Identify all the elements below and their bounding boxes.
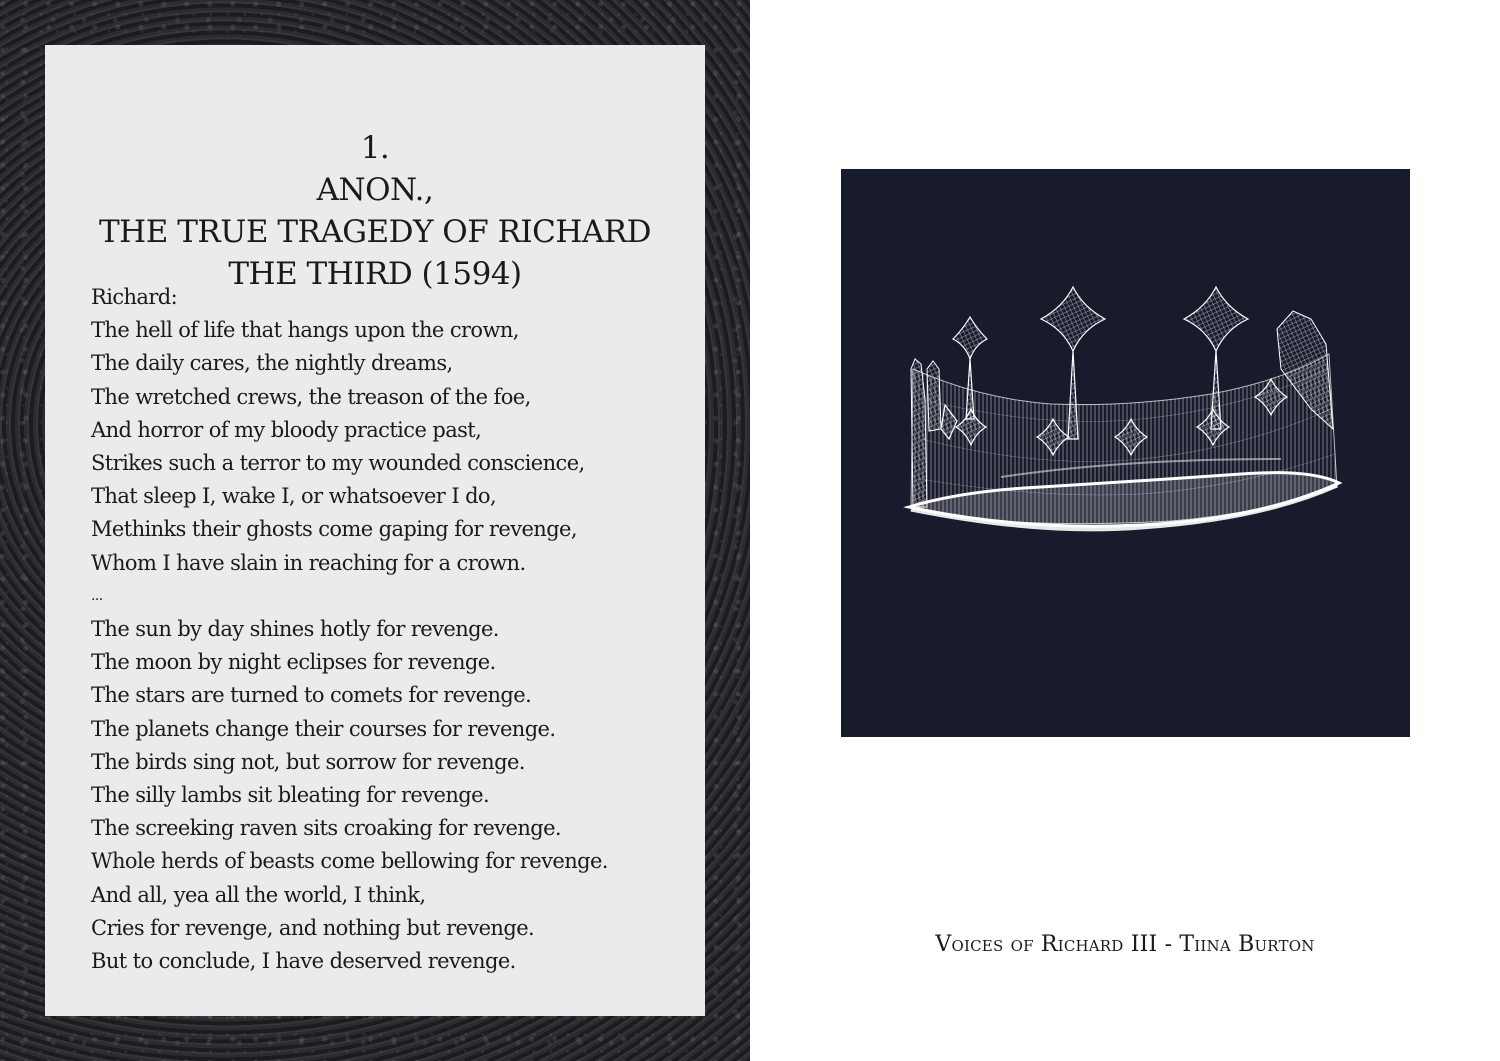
poem-line: Cries for revenge, and nothing but revenge. [91, 915, 535, 940]
poem-line: And all, yea all the world, I think, [91, 882, 426, 907]
caption: Voices of Richard III - Tiina Burton [935, 932, 1315, 957]
poem-line: Whole herds of beasts come bellowing for revenge. [91, 849, 608, 874]
poem-ellipsis: ... [91, 587, 103, 604]
wireframe-crown-icon [841, 169, 1410, 737]
heading-title-line-2: THE THIRD (1594) [228, 256, 522, 292]
poem-line: But to conclude, I have deserved revenge. [91, 949, 516, 974]
poem-line: Whom I have slain in reaching for a crown. [91, 550, 526, 575]
poem-line: The silly lambs sit bleating for revenge. [91, 783, 490, 808]
poem-line: The screeking raven sits croaking for revenge. [91, 816, 561, 841]
heading-number: 1. [360, 130, 390, 166]
heading-title-line-1: THE TRUE TRAGEDY OF RICHARD [99, 214, 651, 250]
poem-line: The planets change their courses for revenge. [91, 716, 556, 741]
poem-line: The stars are turned to comets for revenge. [91, 683, 532, 708]
poem-body [91, 281, 691, 978]
poem-line: The birds sing not, but sorrow for revenge. [91, 749, 525, 774]
poem-line: Methinks their ghosts come gaping for revenge, [91, 517, 577, 542]
poem-heading [45, 127, 705, 295]
poem-line: The hell of life that hangs upon the crown, [91, 318, 519, 343]
poem-line: Strikes such a terror to my wounded conscience, [91, 451, 585, 476]
poem-line: The sun by day shines hotly for revenge. [91, 617, 499, 642]
right-page [750, 0, 1500, 1061]
heading-author: ANON., [316, 172, 434, 208]
poem-line: Richard: [91, 285, 178, 309]
poem-line: The wretched crews, the treason of the foe, [91, 384, 531, 409]
poem-line: The moon by night eclipses for revenge. [91, 650, 496, 675]
text-card [45, 45, 705, 1016]
crown-photo [841, 169, 1410, 737]
poem-line: That sleep I, wake I, or whatsoever I do, [91, 484, 497, 509]
poem-line: The daily cares, the nightly dreams, [91, 351, 453, 376]
poem-line: And horror of my bloody practice past, [91, 417, 482, 442]
